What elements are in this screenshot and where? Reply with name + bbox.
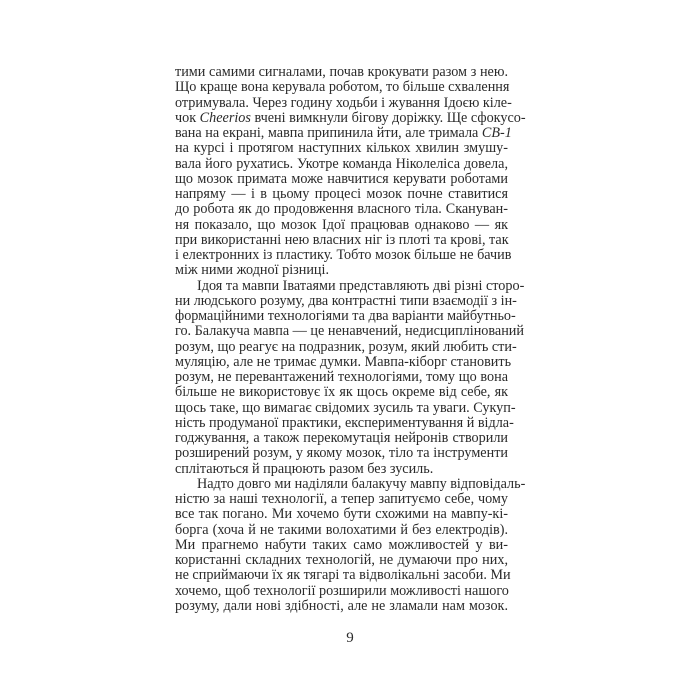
text-line bbox=[175, 125, 512, 141]
text-line: отримувала. Через годину ходьби і жування Ідоєю кіле- bbox=[175, 94, 512, 111]
text-line: Надто довго ми наділяли балакучу мавпу відповідаль- bbox=[197, 475, 526, 492]
body-text bbox=[175, 64, 526, 614]
text-line: Ідоя та мавпи Іватаями представляють дві різні сторо- bbox=[197, 277, 525, 294]
text-line: ність продуманої практики, експериментування й відла- bbox=[175, 414, 514, 431]
text-line: і електронних із пластику. Тобто мозок більше не бачив bbox=[175, 247, 512, 263]
italic-term: Cheerios bbox=[199, 109, 251, 126]
text-line bbox=[175, 109, 526, 126]
text-line: ністю за наші технології, а тепер запитуємо себе, чому bbox=[175, 491, 508, 507]
text-line: розширений розум, у якому мозок, тіло та інструменти bbox=[175, 445, 508, 462]
page-number: 9 bbox=[346, 630, 354, 646]
text-line: ня показало, що мозок Ідої працював однаково — як bbox=[175, 216, 508, 233]
text-segment: вчені вимкнули бігову доріжку. Ще сфокусо- bbox=[250, 109, 526, 126]
text-line: що мозок примата може навчитися керувати роботами bbox=[175, 170, 508, 187]
text-line: муляцію, але не тримає думки. Мавпа-кіборг становить bbox=[175, 353, 512, 370]
text-line: Що краще вона керувала роботом, то більше схвалення bbox=[175, 79, 510, 96]
text-line: формаційними технологіями та два варіанти майбутньо- bbox=[175, 308, 516, 324]
text-line: розум, не перевантажений технологіями, тому що вона bbox=[175, 369, 508, 385]
text-line: не сприймаючи їх як тягарі та відволікальні засоби. Ми bbox=[175, 567, 511, 584]
italic-term: CB-1 bbox=[481, 125, 512, 141]
text-line: годжування, а також перекомутація нейронів створили bbox=[175, 430, 508, 446]
text-line: сплітаються й працюють разом без зусиль. bbox=[175, 460, 434, 477]
text-line: розуму, дали нові здібності, але не зламали нам мозок. bbox=[175, 597, 508, 614]
text-line: до робота як до продовження власного тіла. Скануван- bbox=[175, 201, 508, 218]
text-line: між ними жодної різниці. bbox=[175, 262, 330, 279]
text-line: все так погано. Ми хочемо бути схожими на мавпу-кі- bbox=[175, 506, 508, 523]
text-line: го. Балакуча мавпа — це ненавчений, недисциплінований bbox=[175, 323, 524, 340]
text-line: ни людського розуму, два контрастні типи взаємодії з ін- bbox=[175, 292, 517, 309]
text-line: хочемо, щоб технології розширили можливості нашого bbox=[175, 582, 509, 599]
text-line: на курсі і протягом наступних кількох хвилин змушу- bbox=[175, 140, 508, 157]
text-segment: чок bbox=[175, 109, 200, 126]
text-line: щось таке, що вимагає свідомих зусиль та уваги. Сукуп- bbox=[175, 399, 516, 416]
text-line: вала його рухатись. Укотре команда Ніколеліса довела, bbox=[175, 155, 508, 172]
text-line: при використанні нею власних ніг із плоті та крові, так bbox=[175, 231, 509, 248]
text-line: Ми прагнемо набути таких само можливостей у ви- bbox=[175, 536, 508, 553]
text-line: більше не використовує їх як щось окреме від себе, як bbox=[175, 384, 508, 401]
text-line: розум, що реагує на подразник, розум, який любить сти- bbox=[175, 338, 517, 355]
text-line: напряму — і в цьому процесі мозок почне ставитися bbox=[175, 186, 508, 202]
text-line: користанні складних технологій, не думаючи про них, bbox=[175, 552, 508, 568]
text-segment: вана на екрані, мавпа припинила йти, але тримала bbox=[175, 125, 482, 141]
text-line: борга (хоча й не такими волохатими й без електродів). bbox=[175, 521, 508, 538]
text-line: тими самими сигналами, почав крокувати разом з нею. bbox=[175, 64, 508, 80]
